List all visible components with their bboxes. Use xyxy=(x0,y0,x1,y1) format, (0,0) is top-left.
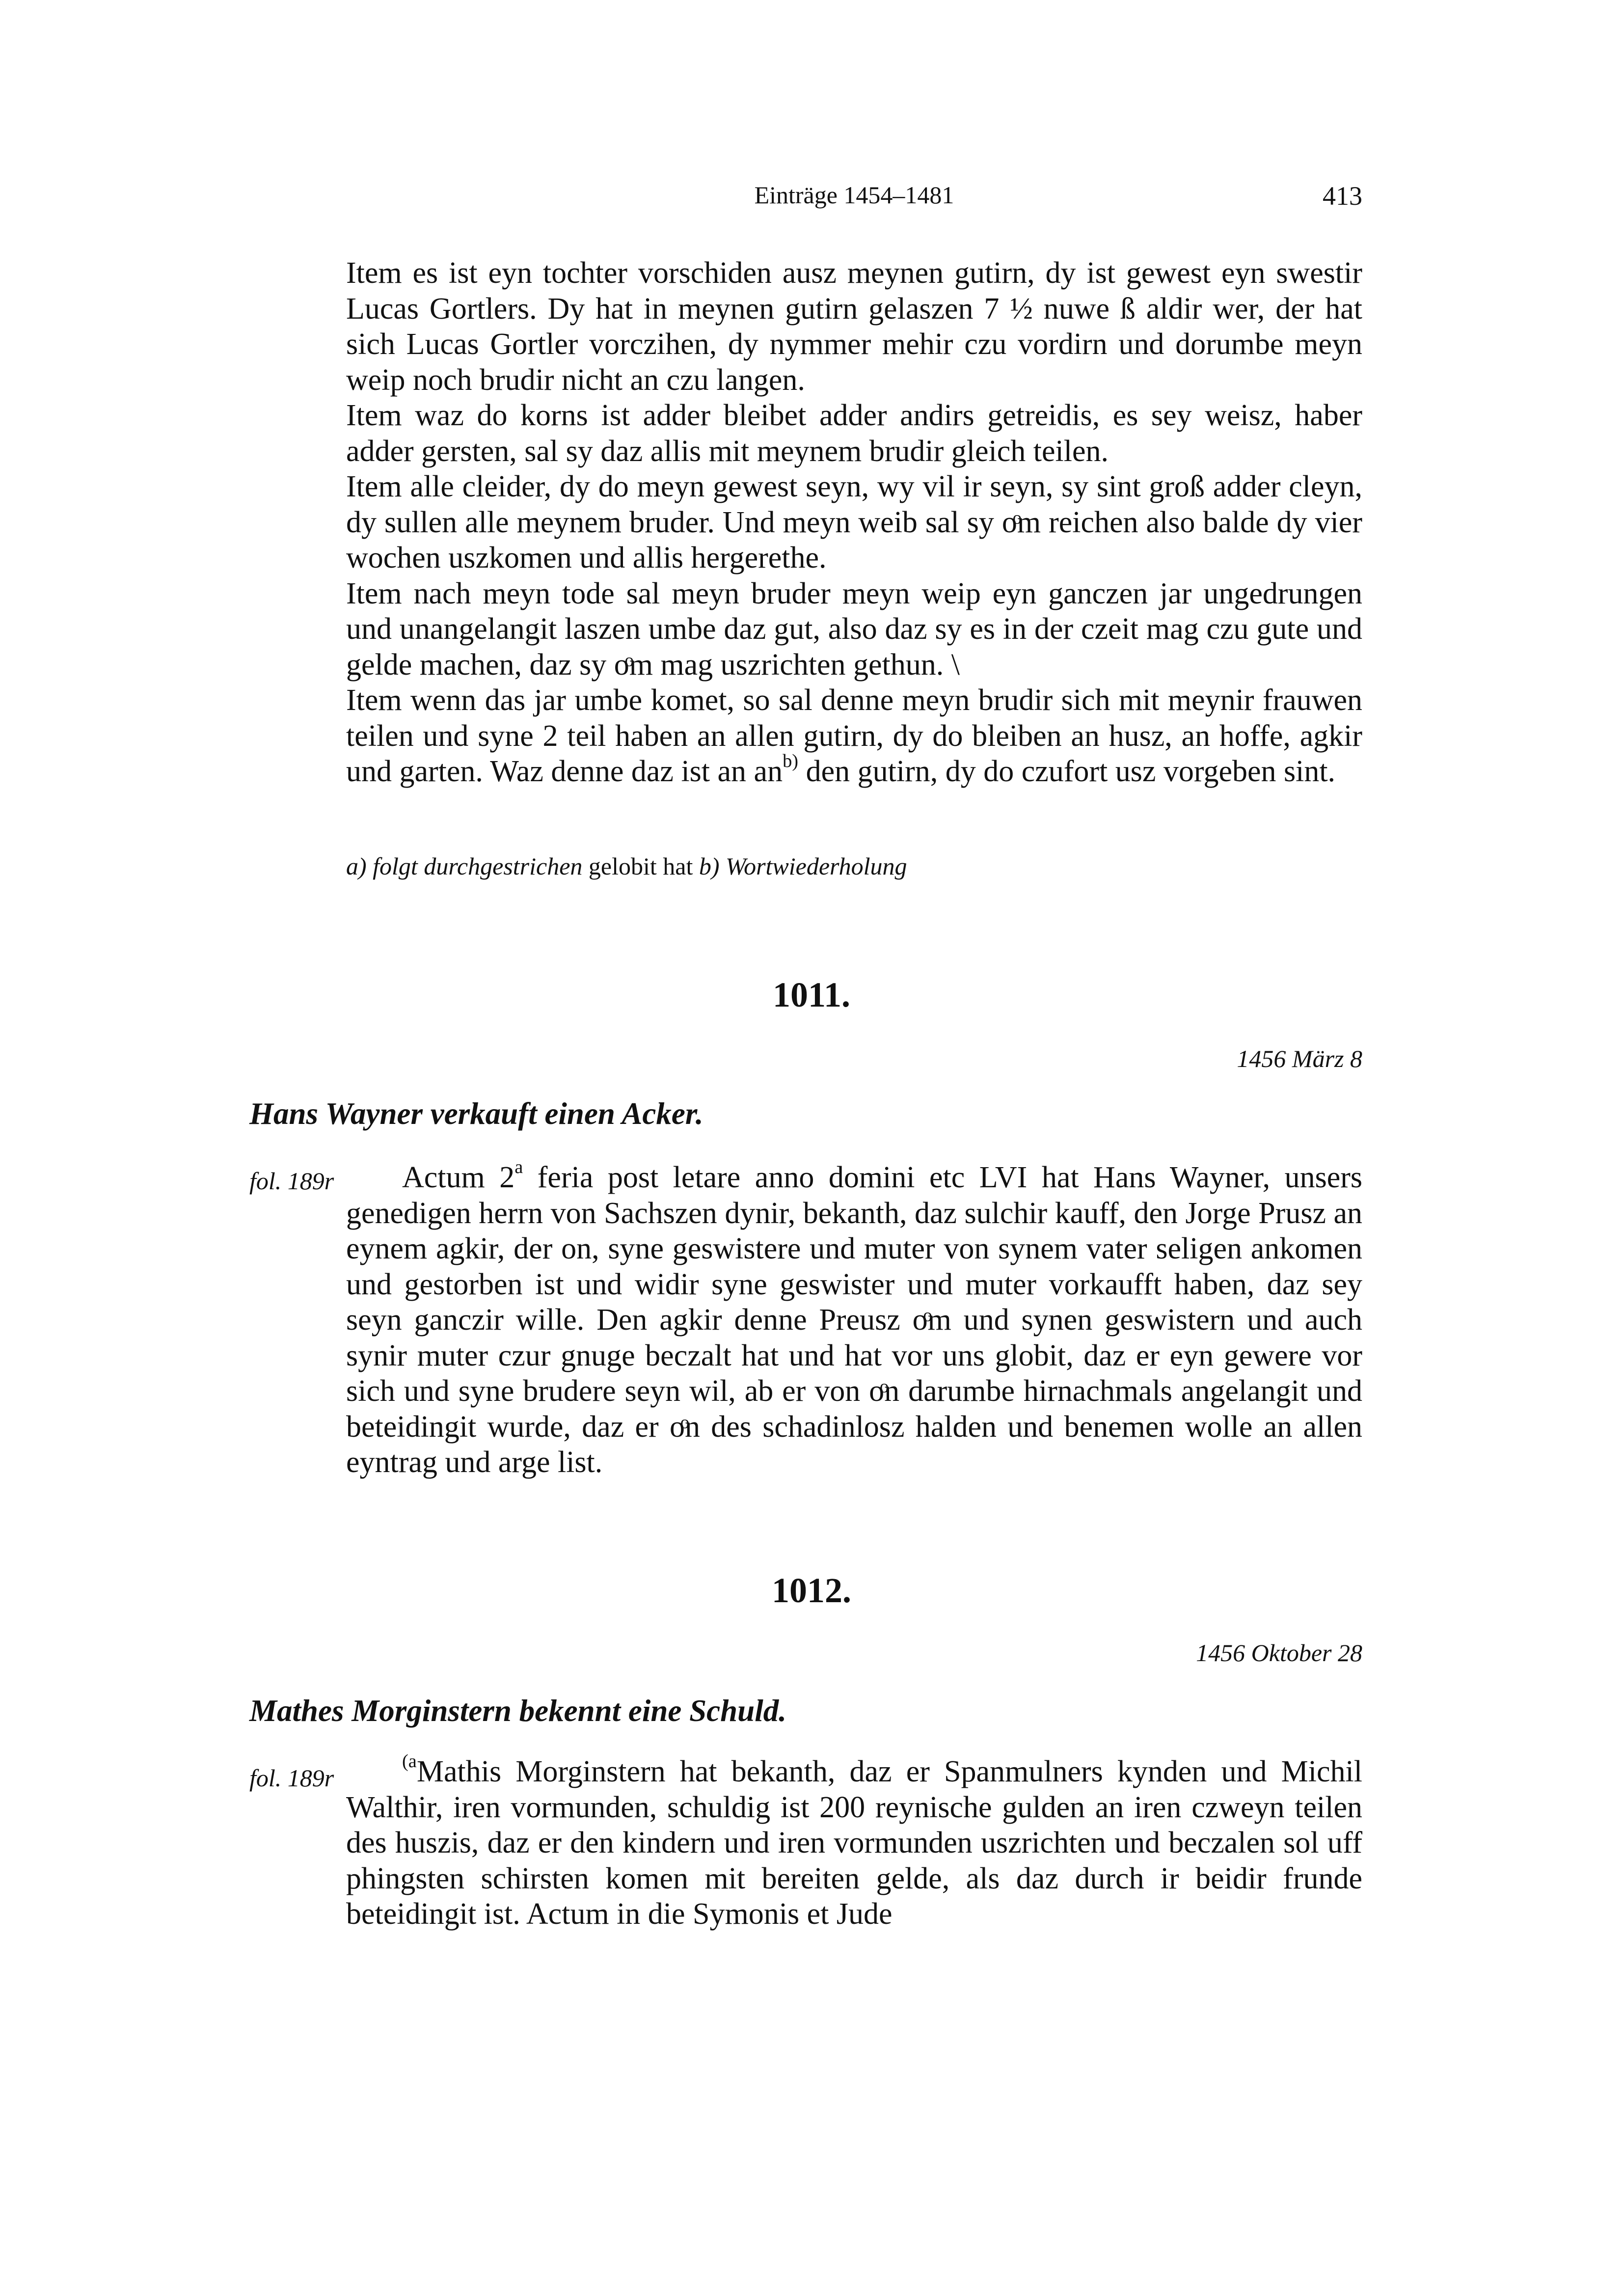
paragraph: Item nach meyn tode sal meyn bruder meyn weip eyn ganczen jar ungedrungen und unangelangit laszen umbe daz gut, also daz sy es in der czeit mag czu gute und gelde machen, daz sy oͦm mag uszrichten gethun. \ xyxy=(346,576,1362,682)
paragraph-text: den gutirn, dy do czufort usz vorgeben sint. xyxy=(798,755,1336,788)
footnote-a-label: a) folgt durchgestrichen xyxy=(346,852,583,880)
entry-date: 1456 Oktober 28 xyxy=(1196,1639,1362,1667)
entry-number: 1011. xyxy=(772,975,851,1014)
paragraph: Item waz do korns ist adder bleibet adder andirs getreidis, es sey weisz, haber adder gersten, sal sy daz allis mit meynem brudir gleich teilen. xyxy=(346,399,1362,468)
paragraph: Item alle cleider, dy do meyn gewest seyn, wy vil ir seyn, sy sint groß adder cleyn, dy sullen alle meynem bruder. Und meyn weib sal sy oͦm reichen also balde dy vier wochen uszkomen und allis hergerethe. xyxy=(346,470,1362,574)
footnote-b-label: b) Wortwiederholung xyxy=(699,852,907,880)
folio-reference: fol. 189r xyxy=(249,1167,334,1195)
entry-text xyxy=(346,1751,1362,1932)
paragraph: Item es ist eyn tochter vorschiden ausz meynen gutirn, dy ist gewest eyn swestir Lucas Gortlers. Dy hat in meynen gutirn gelaszen 7 ½ nuwe ß aldir wer, der hat sich Lucas Gortler vorczihen, dy nymmer mehir czu vordirn und dorumbe meyn weip noch brudir nicht an czu langen. xyxy=(346,256,1362,397)
paragraph-text: Mathis Morginstern hat bekanth, daz er Spanmulners kynden und Michil Walthir, iren vormunden, schuldig ist 200 reynische gulden an iren czweyn teilen des huszis, daz er den kindern und iren vormunden uszrichten und beczalen sol uff phingsten schirsten komen mit bereiten gelde, als daz durch ir beidir frunde beteidingit ist. Actum in die Symonis et Jude xyxy=(346,1755,1362,1931)
page-number: 413 xyxy=(1323,181,1362,211)
paragraph-text: feria post letare anno domini etc LVI hat Hans Wayner, unsers genedigen herrn von Sachszen dynir, bekanth, daz sulchir kauff, den Jorge Prusz an eynem agkir, der on, syne geswistere und muter von synem vater seligen ankomen und gestorben ist und widir syne geswister und muter vorkaufft haben, daz sey seyn ganczir wille. Den agkir denne Preusz oͦm und synen geswistern und auch synir muter czur gnuge beczalt hat und hat vor uns globit, daz er eyn gewere vor sich und syne brudere seyn wil, ab er von oͦn darumbe hirnachmals angelangit und beteidingit wurde, daz er oͦn des schadinlosz halden und benemen wolle an allen eyntrag und arge list. xyxy=(346,1161,1362,1479)
entry-title: Mathes Morginstern bekennt eine Schuld. xyxy=(249,1694,786,1728)
footnote-mark: (a xyxy=(402,1751,417,1772)
entry-number: 1012. xyxy=(772,1571,851,1610)
footnote-mark: a xyxy=(514,1157,523,1178)
continuation-text xyxy=(346,255,1362,790)
paragraph xyxy=(346,1751,1362,1932)
folio-reference: fol. 189r xyxy=(249,1764,334,1792)
page-header xyxy=(346,181,1362,210)
paragraph xyxy=(346,683,1362,790)
paragraph xyxy=(346,1157,1362,1480)
entry-date: 1456 März 8 xyxy=(1237,1045,1362,1072)
footnotes xyxy=(346,851,1362,881)
entry-text xyxy=(346,1157,1362,1480)
footnote-mark: b) xyxy=(783,751,799,772)
entry-title: Hans Wayner verkauft einen Acker. xyxy=(249,1096,703,1131)
running-title: Einträge 1454–1481 xyxy=(754,181,954,209)
paragraph-text: Actum 2 xyxy=(402,1161,515,1194)
paragraph-text: Item wenn das jar umbe komet, so sal denne meyn brudir sich mit meynir frauwen teilen und syne 2 teil haben an allen gutirn, dy do bleiben an husz, an hoffe, agkir und garten. Waz denne daz ist an an xyxy=(346,683,1362,788)
footnote-a-text: gelobit hat xyxy=(582,852,699,880)
